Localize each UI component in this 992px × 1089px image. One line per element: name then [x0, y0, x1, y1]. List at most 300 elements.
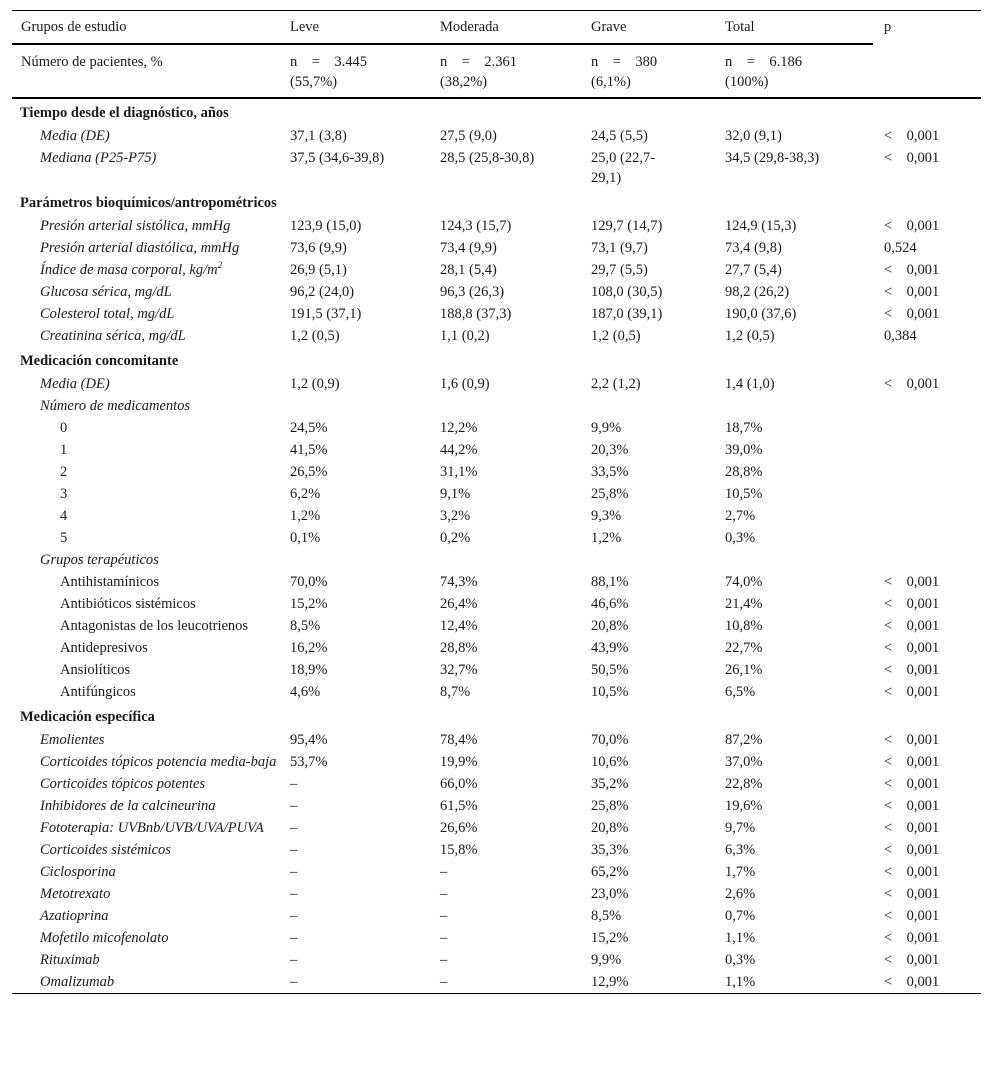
cell-leve: 41,5%: [290, 442, 328, 458]
row-label: [12, 325, 290, 347]
row-label: [12, 795, 290, 817]
row-label: [12, 373, 290, 395]
table-row: [12, 373, 981, 395]
table-row: [12, 883, 981, 905]
row-label: [12, 527, 290, 549]
cell-p: < 0,001: [884, 776, 940, 792]
row-label: [12, 461, 290, 483]
row-label: [12, 905, 290, 927]
cell-moderada: [440, 549, 591, 571]
cell-moderada: –: [440, 908, 448, 924]
table-row: [12, 971, 981, 994]
row-label: [12, 439, 290, 461]
cell-leve: 1,2 (0,5): [290, 328, 340, 344]
table-row: [12, 483, 981, 505]
cell-total: 22,7%: [725, 640, 763, 656]
row-label-text: Presión arterial diastólica, mmHg: [40, 240, 240, 256]
cell-total: 0,7%: [725, 908, 756, 924]
cell-total: 10,8%: [725, 618, 763, 634]
cell-leve: 191,5 (37,1): [290, 306, 362, 322]
table-row: [12, 593, 981, 615]
row-label: [12, 593, 290, 615]
row-label-text: Índice de masa corporal, kg/m: [40, 262, 218, 278]
cell-grave: 20,8%: [591, 820, 629, 836]
cell-moderada: 1,1 (0,2): [440, 328, 490, 344]
cell-total: 21,4%: [725, 596, 763, 612]
cell-p: < 0,001: [884, 150, 940, 166]
cell-total: 190,0 (37,6): [725, 306, 797, 322]
cell-total: 22,8%: [725, 776, 763, 792]
cell-leve: 26,9 (5,1): [290, 262, 347, 278]
cell-leve: –: [290, 930, 298, 946]
superscript: 2: [217, 260, 223, 271]
cell-grave: 29,7 (5,5): [591, 262, 648, 278]
cell-grave: 1,2%: [591, 530, 622, 546]
cell-leve: –: [290, 864, 298, 880]
table-row: [12, 417, 981, 439]
table-row: [12, 325, 981, 347]
cell-p: < 0,001: [884, 886, 940, 902]
cell-moderada: 12,2%: [440, 420, 478, 436]
cell-p: < 0,001: [884, 684, 940, 700]
cell-total: 1,4 (1,0): [725, 376, 775, 392]
header-groups: Grupos de estudio: [12, 11, 290, 45]
cell-total: 87,2%: [725, 732, 763, 748]
cell-leve: 70,0%: [290, 574, 328, 590]
row-label-text: Media (DE): [40, 128, 110, 144]
row-label: [12, 949, 290, 971]
row-label-text: Número de medicamentos: [40, 398, 191, 414]
row-label-text: Media (DE): [40, 376, 110, 392]
cell-total: 34,5 (29,8-38,3): [725, 150, 820, 166]
row-label-text: Antihistamínicos: [60, 574, 160, 590]
cell-leve: 123,9 (15,0): [290, 218, 362, 234]
row-label: [12, 147, 290, 189]
cell-p: [873, 461, 981, 483]
table-row: [12, 659, 981, 681]
cell-p: < 0,001: [873, 971, 981, 994]
cell-leve: –: [290, 798, 298, 814]
cell-total: 10,5%: [725, 486, 763, 502]
table-row: [12, 571, 981, 593]
study-groups-table: [12, 10, 981, 994]
table-row: [12, 259, 981, 281]
cell-p: < 0,001: [884, 218, 940, 234]
cell-leve: 1,2%: [290, 508, 321, 524]
table-row: [12, 281, 981, 303]
cell-total: 1,2 (0,5): [725, 328, 775, 344]
table-row: [12, 681, 981, 703]
cell-leve: 95,4%: [290, 732, 328, 748]
row-label-text: Presión arterial sistólica, mmHg: [40, 218, 231, 234]
row-label: [12, 883, 290, 905]
cell-total: 6,3%: [725, 842, 756, 858]
cell-leve: [290, 395, 440, 417]
cell-moderada: 3,2%: [440, 508, 471, 524]
row-label-text: Emolientes: [40, 732, 105, 748]
row-label: [12, 259, 290, 281]
cell-moderada: –: [440, 930, 448, 946]
cell-total: [725, 549, 873, 571]
row-label-text: 1: [60, 442, 68, 458]
cell-grave: 12,9%: [591, 971, 725, 994]
cell-grave: 8,5%: [591, 908, 622, 924]
table-row: [12, 527, 981, 549]
cell-leve: –: [290, 776, 298, 792]
table-row: [12, 549, 981, 571]
table-row: [12, 125, 981, 147]
row-label: [12, 751, 290, 773]
data-table-container: [12, 10, 981, 994]
row-label-text: Antibióticos sistémicos: [60, 596, 196, 612]
cell-moderada: 8,7%: [440, 684, 471, 700]
row-label: [12, 303, 290, 325]
patients-total: n = 6.186 (100%): [725, 54, 803, 90]
cell-leve: 37,1 (3,8): [290, 128, 347, 144]
cell-total: 32,0 (9,1): [725, 128, 782, 144]
cell-leve: 24,5%: [290, 420, 328, 436]
cell-p: < 0,001: [884, 128, 940, 144]
section-title: Tiempo desde el diagnóstico, años: [12, 98, 981, 125]
cell-moderada: 78,4%: [440, 732, 478, 748]
cell-total: 2,7%: [725, 508, 756, 524]
cell-p: < 0,001: [884, 284, 940, 300]
cell-grave: 9,9%: [591, 420, 622, 436]
cell-moderada: 0,2%: [440, 530, 471, 546]
cell-p: < 0,001: [884, 618, 940, 634]
header-row: [12, 11, 981, 45]
cell-moderada: –: [440, 886, 448, 902]
cell-moderada: 73,4 (9,9): [440, 240, 497, 256]
cell-p: < 0,001: [884, 306, 940, 322]
cell-grave: 108,0 (30,5): [591, 284, 663, 300]
cell-total: [725, 395, 873, 417]
row-label-text: Corticoides sistémicos: [40, 842, 171, 858]
cell-leve: 53,7%: [290, 754, 328, 770]
cell-total: 26,1%: [725, 662, 763, 678]
section-title: Medicación específica: [20, 709, 155, 725]
cell-total: 1,1%: [725, 971, 873, 994]
cell-total: 18,7%: [725, 420, 763, 436]
row-label: [12, 729, 290, 751]
table-row: [12, 795, 981, 817]
row-label: [12, 861, 290, 883]
cell-leve: 16,2%: [290, 640, 328, 656]
row-label: [12, 395, 290, 417]
cell-grave: 25,8%: [591, 486, 629, 502]
section-header-row: [12, 703, 981, 729]
cell-total: 19,6%: [725, 798, 763, 814]
cell-moderada: –: [440, 864, 448, 880]
cell-grave: 10,6%: [591, 754, 629, 770]
cell-grave: 24,5 (5,5): [591, 128, 648, 144]
row-label: [12, 505, 290, 527]
cell-grave: 33,5%: [591, 464, 629, 480]
cell-total: 1,7%: [725, 864, 756, 880]
row-label: [12, 615, 290, 637]
cell-leve: –: [290, 952, 298, 968]
row-label-text: Mofetilo micofenolato: [40, 930, 169, 946]
cell-p: [873, 483, 981, 505]
cell-p: < 0,001: [884, 842, 940, 858]
table-row: [12, 147, 981, 189]
table-row: [12, 461, 981, 483]
table-row: [12, 839, 981, 861]
row-label-text: Fototerapia: UVBnb/UVB/UVA/PUVA: [40, 820, 264, 836]
row-label-text: 3: [60, 486, 68, 502]
cell-leve: 37,5 (34,6-39,8): [290, 150, 385, 166]
cell-moderada: 9,1%: [440, 486, 471, 502]
cell-moderada: 26,6%: [440, 820, 478, 836]
cell-grave: [591, 395, 725, 417]
cell-total: 73,4 (9,8): [725, 240, 782, 256]
cell-moderada: [440, 395, 591, 417]
patients-label: Número de pacientes, %: [21, 54, 163, 70]
table-row: [12, 927, 981, 949]
patients-grave: n = 380 (6,1%): [591, 54, 658, 90]
table-row: [12, 395, 981, 417]
cell-grave: 1,2 (0,5): [591, 328, 641, 344]
cell-leve: [290, 549, 440, 571]
cell-grave: 20,8%: [591, 618, 629, 634]
cell-grave: 9,3%: [591, 508, 622, 524]
cell-moderada: 188,8 (37,3): [440, 306, 512, 322]
cell-leve: 18,9%: [290, 662, 328, 678]
section-title: Parámetros bioquímicos/antropométricos: [20, 195, 277, 211]
row-label-text: Glucosa sérica, mg/dL: [40, 284, 172, 300]
cell-leve: 1,2 (0,9): [290, 376, 340, 392]
row-label: [12, 237, 290, 259]
cell-moderada: 61,5%: [440, 798, 478, 814]
cell-moderada: 12,4%: [440, 618, 478, 634]
cell-p: < 0,001: [884, 640, 940, 656]
cell-p: < 0,001: [884, 262, 940, 278]
cell-grave: 23,0%: [591, 886, 629, 902]
row-label: [12, 637, 290, 659]
cell-p: [873, 439, 981, 461]
row-label-text: Colesterol total, mg/dL: [40, 306, 175, 322]
row-label-text: Rituximab: [40, 952, 100, 968]
patients-p: [873, 44, 981, 98]
cell-p: 0,384: [884, 328, 917, 344]
row-label: [12, 281, 290, 303]
cell-grave: 43,9%: [591, 640, 629, 656]
row-label: [12, 417, 290, 439]
section-header-row: [12, 189, 981, 215]
cell-grave: 20,3%: [591, 442, 629, 458]
cell-total: 37,0%: [725, 754, 763, 770]
row-label-text: 5: [60, 530, 68, 546]
cell-leve: –: [290, 820, 298, 836]
cell-moderada: 74,3%: [440, 574, 478, 590]
table-row: [12, 729, 981, 751]
row-label-text: Azatioprina: [40, 908, 109, 924]
cell-grave: 35,3%: [591, 842, 629, 858]
cell-p: [873, 417, 981, 439]
cell-p: < 0,001: [884, 662, 940, 678]
cell-grave: 10,5%: [591, 684, 629, 700]
cell-total: 74,0%: [725, 574, 763, 590]
table-row: [12, 615, 981, 637]
cell-p: [873, 549, 981, 571]
cell-grave: 25,0 (22,7-29,1): [591, 150, 656, 186]
cell-moderada: 1,6 (0,9): [440, 376, 490, 392]
table-row: [12, 303, 981, 325]
row-label: [12, 927, 290, 949]
cell-leve: –: [290, 886, 298, 902]
row-label: [12, 549, 290, 571]
cell-moderada: 15,8%: [440, 842, 478, 858]
row-label: [12, 681, 290, 703]
cell-total: 0,3%: [725, 952, 756, 968]
row-label-text: Metotrexato: [40, 886, 111, 902]
cell-leve: 0,1%: [290, 530, 321, 546]
cell-grave: 46,6%: [591, 596, 629, 612]
row-label: [12, 773, 290, 795]
cell-grave: 88,1%: [591, 574, 629, 590]
cell-moderada: 26,4%: [440, 596, 478, 612]
cell-leve: 73,6 (9,9): [290, 240, 347, 256]
cell-moderada: 31,1%: [440, 464, 478, 480]
row-label-text: Corticoides tópicos potentes: [40, 776, 206, 792]
cell-grave: 9,9%: [591, 952, 622, 968]
table-row: [12, 439, 981, 461]
cell-moderada: 28,8%: [440, 640, 478, 656]
cell-p: [873, 527, 981, 549]
table-row: [12, 237, 981, 259]
table-row: [12, 505, 981, 527]
cell-leve: 4,6%: [290, 684, 321, 700]
table-row: [12, 773, 981, 795]
cell-p: < 0,001: [884, 864, 940, 880]
header-moderada: Moderada: [440, 11, 591, 45]
row-label: [12, 571, 290, 593]
cell-moderada: –: [440, 952, 448, 968]
row-label-text: Antidepresivos: [60, 640, 148, 656]
row-label-text: Antagonistas de los leucotrienos: [60, 618, 249, 634]
cell-total: 6,5%: [725, 684, 756, 700]
cell-total: 98,2 (26,2): [725, 284, 790, 300]
row-label-text: Omalizumab: [40, 974, 115, 990]
patients-moderada: n = 2.361 (38,2%): [440, 54, 518, 90]
table-row: [12, 637, 981, 659]
row-label-text: 4: [60, 508, 68, 524]
cell-leve: 26,5%: [290, 464, 328, 480]
table-row: [12, 949, 981, 971]
cell-grave: 65,2%: [591, 864, 629, 880]
row-label: [12, 483, 290, 505]
cell-p: [873, 395, 981, 417]
cell-moderada: –: [440, 971, 591, 994]
cell-moderada: 96,3 (26,3): [440, 284, 505, 300]
cell-leve: –: [290, 971, 440, 994]
section-header-row: [12, 98, 981, 125]
table-row: [12, 905, 981, 927]
cell-p: < 0,001: [884, 596, 940, 612]
cell-grave: 187,0 (39,1): [591, 306, 663, 322]
cell-p: < 0,001: [884, 798, 940, 814]
row-label-text: Corticoides tópicos potencia media-baja: [40, 754, 277, 770]
cell-leve: 8,5%: [290, 618, 321, 634]
cell-moderada: 66,0%: [440, 776, 478, 792]
header-grave: Grave: [591, 11, 725, 45]
cell-grave: 2,2 (1,2): [591, 376, 641, 392]
cell-total: 124,9 (15,3): [725, 218, 797, 234]
section-title: Medicación concomitante: [20, 353, 179, 369]
cell-leve: 15,2%: [290, 596, 328, 612]
row-label-text: Grupos terapéuticos: [40, 552, 159, 568]
cell-leve: –: [290, 908, 298, 924]
cell-grave: 25,8%: [591, 798, 629, 814]
row-label-text: Inhibidores de la calcineurina: [40, 798, 216, 814]
cell-total: 2,6%: [725, 886, 756, 902]
table-row: [12, 751, 981, 773]
row-label-text: Creatinina sérica, mg/dL: [40, 328, 186, 344]
cell-leve: 6,2%: [290, 486, 321, 502]
cell-grave: 129,7 (14,7): [591, 218, 663, 234]
table-row: [12, 861, 981, 883]
row-label-text: Mediana (P25-P75): [40, 150, 157, 166]
table-row: [12, 817, 981, 839]
row-label-text: 2: [60, 464, 68, 480]
cell-moderada: 27,5 (9,0): [440, 128, 497, 144]
cell-p: < 0,001: [884, 574, 940, 590]
table-body: [12, 11, 981, 994]
cell-p: < 0,001: [884, 908, 940, 924]
cell-moderada: 28,1 (5,4): [440, 262, 497, 278]
cell-moderada: 28,5 (25,8-30,8): [440, 150, 535, 166]
row-label: [12, 817, 290, 839]
cell-p: < 0,001: [884, 754, 940, 770]
cell-total: 0,3%: [725, 530, 756, 546]
section-header-row: [12, 347, 981, 373]
header-p: p: [873, 11, 981, 45]
cell-moderada: 19,9%: [440, 754, 478, 770]
cell-p: < 0,001: [884, 732, 940, 748]
cell-moderada: 124,3 (15,7): [440, 218, 512, 234]
cell-p: < 0,001: [884, 820, 940, 836]
patients-row: [12, 44, 981, 98]
row-label-text: Antifúngicos: [60, 684, 136, 700]
cell-grave: 50,5%: [591, 662, 629, 678]
row-label-text: 0: [60, 420, 68, 436]
table-row: [12, 215, 981, 237]
cell-leve: 96,2 (24,0): [290, 284, 355, 300]
cell-total: 28,8%: [725, 464, 763, 480]
row-label-text: Ansiolíticos: [60, 662, 131, 678]
cell-total: 39,0%: [725, 442, 763, 458]
cell-grave: [591, 549, 725, 571]
cell-total: 9,7%: [725, 820, 756, 836]
cell-total: 27,7 (5,4): [725, 262, 782, 278]
cell-grave: 35,2%: [591, 776, 629, 792]
cell-grave: 73,1 (9,7): [591, 240, 648, 256]
cell-p: < 0,001: [884, 376, 940, 392]
row-label-text: Ciclosporina: [40, 864, 116, 880]
row-label: [12, 215, 290, 237]
cell-moderada: 32,7%: [440, 662, 478, 678]
row-label: [12, 659, 290, 681]
cell-p: [873, 505, 981, 527]
patients-leve: n = 3.445 (55,7%): [290, 54, 368, 90]
row-label: [12, 125, 290, 147]
header-total: Total: [725, 11, 873, 45]
cell-moderada: 44,2%: [440, 442, 478, 458]
cell-p: < 0,001: [884, 930, 940, 946]
cell-leve: –: [290, 842, 298, 858]
cell-p: < 0,001: [884, 952, 940, 968]
header-leve: Leve: [290, 11, 440, 45]
